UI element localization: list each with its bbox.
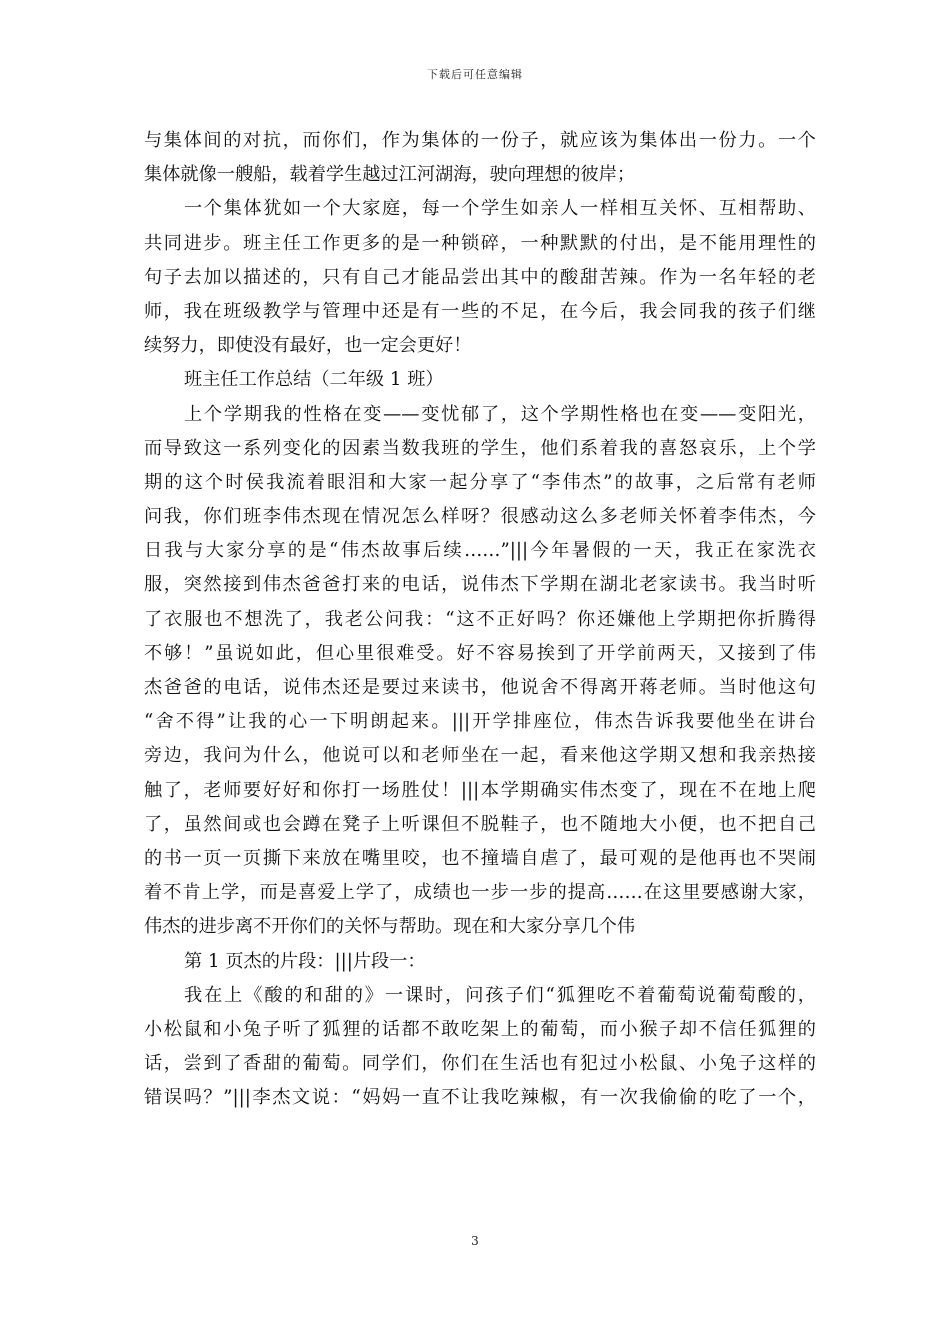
text-line: 续努力，即使没有最好，也一定会更好！ xyxy=(144,335,472,357)
text-line: 话，尝到了香甜的葡萄。同学们，你们在生活也有犯过小松鼠、小兔子这样的 xyxy=(144,1053,816,1075)
text-line: 了衣服也不想洗了，我老公问我：“这不正好吗？你还嫌他上学期把你折腾得 xyxy=(144,608,816,630)
text-line: 了，虽然间或也会蹲在凳子上听课但不脱鞋子，也不随地大小便，也不把自己 xyxy=(144,813,816,835)
text-line: 问我，你们班李伟杰现在情况怎么样呀？很感动这么多老师关怀着李伟杰，今 xyxy=(144,506,816,528)
page-header: 下载后可任意编辑 xyxy=(427,68,523,81)
text-line: 句子去加以描述的，只有自己才能品尝出其中的酸甜苦辣。作为一名年轻的老 xyxy=(144,266,816,288)
page-number: 3 xyxy=(471,1234,479,1248)
text-line: 我在上《酸的和甜的》一课时，问孩子们“狐狸吃不着葡萄说葡萄酸的， xyxy=(184,984,816,1006)
paragraph xyxy=(144,979,816,1116)
text-line: 一个集体犹如一个大家庭，每一个学生如亲人一样相互关怀、互相帮助、 xyxy=(184,198,816,220)
text-line: 第 1 页杰的片段：|||片段一： xyxy=(184,950,426,972)
text-line: 日我与大家分享的是“伟杰故事后续……”|||今年暑假的一天，我正在家洗衣 xyxy=(144,540,816,562)
text-line: 杰爸爸的电话，说伟杰还是要过来读书，他说舍不得离开蒋老师。当时他这句 xyxy=(144,677,816,698)
text-line: 集体就像一艘船，载着学生越过江河湖海，驶向理想的彼岸； xyxy=(144,164,636,186)
section-heading xyxy=(144,363,816,397)
text-line: 伟杰的进步离不开你们的关怀与帮助。现在和大家分享几个伟 xyxy=(144,916,636,938)
text-line: 师，我在班级教学与管理中还是有一些的不足，在今后，我会同我的孩子们继 xyxy=(144,300,816,322)
heading-line: 班主任工作总结（二年级 1 班） xyxy=(184,369,444,391)
text-line: 着不肯上学，而是喜爱上学了，成绩也一步一步的提高……在这里要感谢大家， xyxy=(144,882,816,904)
text-line: 小松鼠和小兔子听了狐狸的话都不敢吃架上的葡萄，而小猴子却不信任狐狸的 xyxy=(144,1018,816,1040)
text-line: 而导致这一系列变化的因素当数我班的学生，他们系着我的喜怒哀乐，上个学 xyxy=(144,437,816,459)
text-line: 错误吗？”|||李杰文说：“妈妈一直不让我吃辣椒，有一次我偷偷的吃了一个， xyxy=(144,1087,816,1109)
text-line: 服，突然接到伟杰爸爸打来的电话，说伟杰下学期在湖北老家读书。我当时听 xyxy=(144,574,816,596)
paragraph xyxy=(144,945,816,979)
text-line: “舍不得”让我的心一下明朗起来。|||开学排座位，伟杰告诉我要他坐在讲台 xyxy=(144,711,816,733)
text-line: 共同进步。班主任工作更多的是一种锁碎，一种默默的付出，是不能用理性的 xyxy=(144,232,816,254)
paragraph xyxy=(144,398,816,945)
text-line: 触了，老师要好好和你打一场胜仗！|||本学期确实伟杰变了，现在不在地上爬 xyxy=(144,779,816,801)
text-line: 的书一页一页撕下来放在嘴里咬，也不撞墙自虐了，最可观的是他再也不哭闹 xyxy=(144,847,816,869)
text-line: 上个学期我的性格在变——变忧郁了，这个学期性格也在变——变阳光， xyxy=(184,403,816,425)
text-line: 期的这个时侯我流着眼泪和大家一起分享了“李伟杰”的故事，之后常有老师 xyxy=(144,471,816,493)
text-line: 不够！”虽说如此，但心里很难受。好不容易挨到了开学前两天，又接到了伟 xyxy=(144,642,816,664)
document-body xyxy=(144,124,816,1115)
text-line: 旁边，我问为什么，他说可以和老师坐在一起，看来他这学期又想和我亲热接 xyxy=(144,745,816,767)
paragraph xyxy=(144,192,816,363)
paragraph xyxy=(144,124,816,192)
text-line: 与集体间的对抗，而你们，作为集体的一份子，就应该为集体出一份力。一个 xyxy=(144,130,816,151)
